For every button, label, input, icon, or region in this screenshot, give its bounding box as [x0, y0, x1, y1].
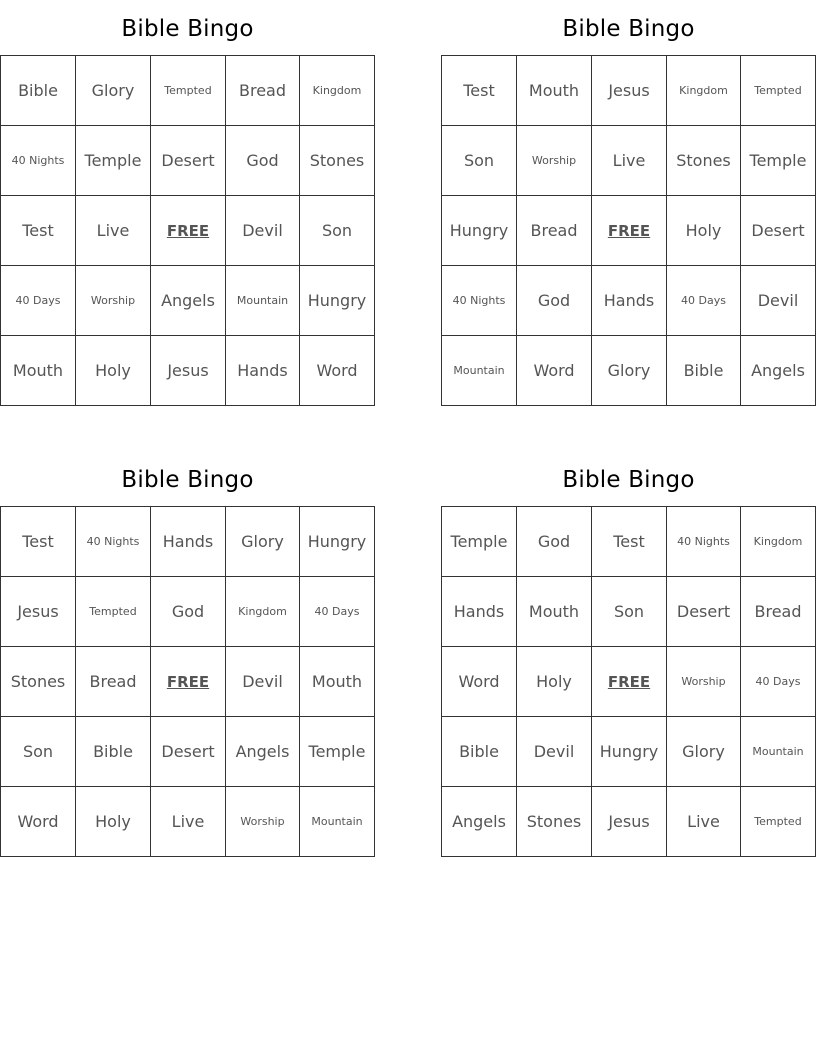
bingo-cell: Worship [226, 787, 300, 857]
bingo-cell: Tempted [76, 577, 151, 647]
bingo-cell: 40 Days [300, 577, 375, 647]
bingo-cell: Stones [667, 126, 741, 196]
bingo-cell: Bread [741, 577, 816, 647]
bingo-cell: 40 Nights [442, 266, 517, 336]
bingo-cell: Hungry [300, 507, 375, 577]
bingo-cell: Live [592, 126, 667, 196]
bingo-cell: Word [517, 336, 592, 406]
bingo-cell: Test [592, 507, 667, 577]
card-title: Bible Bingo [562, 467, 695, 493]
bingo-cell: Live [151, 787, 226, 857]
bingo-cell: Jesus [592, 787, 667, 857]
bingo-card [0, 451, 375, 857]
bingo-cell: Stones [1, 647, 76, 717]
bingo-cell: Tempted [741, 787, 816, 857]
bingo-cell: Mouth [1, 336, 76, 406]
bingo-cell: Kingdom [741, 507, 816, 577]
bingo-grid [0, 506, 375, 857]
bingo-cell: Angels [442, 787, 517, 857]
free-space-cell: FREE [151, 196, 226, 266]
bingo-cell: Glory [226, 507, 300, 577]
free-space-cell: FREE [592, 647, 667, 717]
bingo-cell: Test [1, 196, 76, 266]
bingo-cell: Hungry [300, 266, 375, 336]
card-title: Bible Bingo [562, 16, 695, 42]
bingo-cell: Hands [592, 266, 667, 336]
bingo-cell: Temple [300, 717, 375, 787]
bingo-grid [441, 506, 816, 857]
bingo-cell: Son [300, 196, 375, 266]
bingo-cell: Bread [517, 196, 592, 266]
bingo-cell: Mountain [741, 717, 816, 787]
bingo-cell: Desert [741, 196, 816, 266]
bingo-cell: Desert [151, 126, 226, 196]
bingo-cell: Son [1, 717, 76, 787]
bingo-cell: 40 Days [1, 266, 76, 336]
bingo-cell: Kingdom [226, 577, 300, 647]
bingo-cell: Glory [592, 336, 667, 406]
bingo-cell: Hands [151, 507, 226, 577]
bingo-cell: Kingdom [300, 56, 375, 126]
bingo-cell: Mouth [517, 56, 592, 126]
bingo-cell: Mountain [442, 336, 517, 406]
bingo-cell: Word [300, 336, 375, 406]
bingo-grid [441, 55, 816, 406]
bingo-card [0, 0, 375, 406]
bingo-cell: Mouth [517, 577, 592, 647]
bingo-cell: Bible [667, 336, 741, 406]
bingo-cell: Worship [517, 126, 592, 196]
bingo-cell: Bible [76, 717, 151, 787]
bingo-cell: Word [442, 647, 517, 717]
bingo-cell: Glory [76, 56, 151, 126]
bingo-cell: Live [76, 196, 151, 266]
bingo-cell: Devil [741, 266, 816, 336]
bingo-cell: Live [667, 787, 741, 857]
bingo-cell: Mountain [226, 266, 300, 336]
bingo-cell: 40 Days [667, 266, 741, 336]
bingo-cell: Mouth [300, 647, 375, 717]
bingo-cell: Worship [76, 266, 151, 336]
bingo-cell: 40 Nights [1, 126, 76, 196]
bingo-cell: Angels [151, 266, 226, 336]
bingo-cell: Son [442, 126, 517, 196]
bingo-cell: Holy [667, 196, 741, 266]
bingo-cell: Jesus [1, 577, 76, 647]
bingo-cell: Bible [1, 56, 76, 126]
bingo-cell: Angels [226, 717, 300, 787]
bingo-cell: Hungry [592, 717, 667, 787]
bingo-cell: Kingdom [667, 56, 741, 126]
bingo-cell: Temple [741, 126, 816, 196]
bingo-cell: Holy [76, 787, 151, 857]
bingo-cell: Tempted [151, 56, 226, 126]
bingo-cell: God [517, 266, 592, 336]
bingo-cell: Devil [226, 196, 300, 266]
bingo-cell: Hands [226, 336, 300, 406]
bingo-cell: Stones [517, 787, 592, 857]
bingo-cell: Tempted [741, 56, 816, 126]
card-title: Bible Bingo [121, 16, 254, 42]
bingo-card [441, 451, 816, 857]
bingo-cell: Word [1, 787, 76, 857]
bingo-cell: Devil [517, 717, 592, 787]
bingo-cell: Bread [226, 56, 300, 126]
bingo-cell: God [226, 126, 300, 196]
bingo-cell: Bible [442, 717, 517, 787]
bingo-cell: Angels [741, 336, 816, 406]
bingo-cell: Desert [667, 577, 741, 647]
bingo-cell: 40 Nights [76, 507, 151, 577]
bingo-cell: Devil [226, 647, 300, 717]
bingo-card [441, 0, 816, 406]
bingo-cell: Son [592, 577, 667, 647]
card-title: Bible Bingo [121, 467, 254, 493]
bingo-cell: 40 Nights [667, 507, 741, 577]
bingo-cell: Glory [667, 717, 741, 787]
bingo-cell: Temple [442, 507, 517, 577]
bingo-cell: Hungry [442, 196, 517, 266]
bingo-cell: 40 Days [741, 647, 816, 717]
bingo-cell: Test [442, 56, 517, 126]
bingo-cell: Jesus [151, 336, 226, 406]
bingo-cell: Hands [442, 577, 517, 647]
bingo-cell: Holy [76, 336, 151, 406]
bingo-cell: Jesus [592, 56, 667, 126]
bingo-cell: God [151, 577, 226, 647]
bingo-cell: Temple [76, 126, 151, 196]
bingo-cell: Holy [517, 647, 592, 717]
bingo-cell: Test [1, 507, 76, 577]
bingo-cell: Stones [300, 126, 375, 196]
free-space-cell: FREE [151, 647, 226, 717]
bingo-cell: Mountain [300, 787, 375, 857]
bingo-cell: Worship [667, 647, 741, 717]
bingo-cell: Desert [151, 717, 226, 787]
bingo-grid [0, 55, 375, 406]
free-space-cell: FREE [592, 196, 667, 266]
bingo-cell: God [517, 507, 592, 577]
bingo-cell: Bread [76, 647, 151, 717]
